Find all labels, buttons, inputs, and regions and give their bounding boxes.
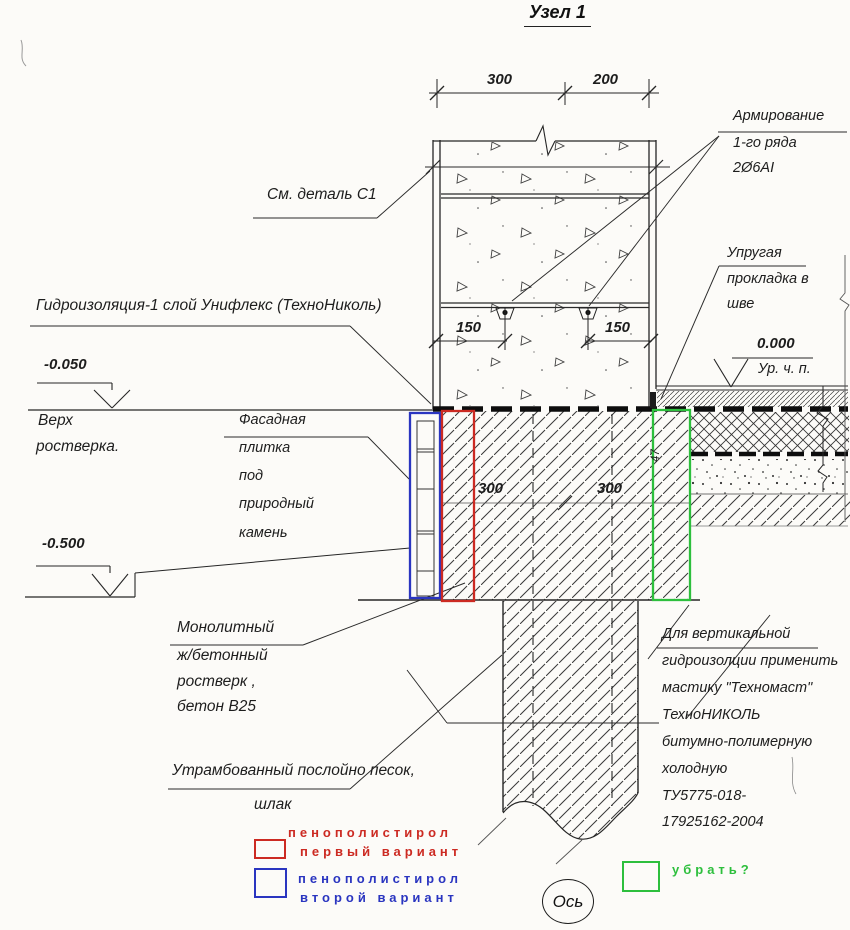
legend-red-line1: пенополистирол (288, 825, 452, 840)
note-gasket-line2: прокладка в (727, 271, 809, 287)
legend-swatch-red (254, 839, 286, 859)
dim-top-300: 300 (487, 71, 513, 88)
soil-hatch (691, 495, 850, 526)
legend-blue-line2: второй вариант (300, 890, 458, 905)
joint-gasket-fill (650, 392, 656, 408)
note-mastic-line7: ТУ5775-018- (662, 788, 747, 804)
note-mastic-line3: мастику "Техномаст" (662, 680, 813, 696)
note-grillage-line3: ростверк , (177, 673, 256, 690)
note-reinforcement-line3: 2Ø6AI (733, 160, 775, 176)
note-gasket-line3: шве (727, 296, 755, 312)
elev-zero-label: Ур. ч. п. (758, 361, 811, 377)
note-grillage-line1: Монолитный (177, 619, 275, 636)
legend-red-line2: первый вариант (300, 844, 463, 859)
top-dimension (429, 79, 659, 108)
note-backfill-line2: шлак (254, 796, 292, 813)
elev-m050-value: -0.050 (44, 356, 87, 373)
axis-bubble (542, 879, 594, 924)
dim-47-gap: 47 (650, 449, 662, 462)
elev-m050-label2: ростверка. (36, 438, 120, 455)
note-facade-line3: под (239, 468, 264, 484)
note-reinforcement-line2: 1-го ряда (733, 135, 797, 151)
elev-zero-value: 0.000 (757, 335, 795, 352)
dim-150-left: 150 (456, 319, 482, 336)
elev-m500-value: -0.500 (42, 535, 85, 552)
floor-screed-hatch (657, 391, 848, 407)
note-mastic-line4: ТехноНИКОЛЬ (662, 707, 761, 723)
note-backfill-line1: Утрамбованный послойно песок, (172, 762, 415, 779)
floor-slab-stipple (691, 459, 849, 494)
note-mastic-line1: Для вертикальной (662, 626, 791, 642)
dim-150-right: 150 (605, 319, 631, 336)
axis-label: Ось (552, 891, 584, 911)
note-mastic-line5: битумно-полимерную (662, 734, 813, 750)
note-waterproofing: Гидроизоляция-1 слой Унифлекс (ТехноНиколь) (36, 297, 382, 314)
note-facade-line1: Фасадная (239, 412, 306, 428)
note-facade-line2: плитка (239, 440, 291, 456)
note-mastic-line8: 17925162-2004 (662, 814, 764, 830)
markup-box-blue (410, 413, 440, 598)
note-grillage-line2: ж/бетонный (177, 647, 268, 664)
note-mastic-line2: гидроизолции применить (662, 653, 839, 669)
pile-hatch (503, 601, 638, 839)
note-mastic-line6: холодную (662, 761, 728, 777)
dim-300-grillage-left: 300 (478, 480, 504, 497)
legend-blue-line1: пенополистирол (298, 871, 462, 886)
wall-concrete-fill (441, 142, 648, 406)
legend-swatch-green (622, 861, 660, 892)
note-grillage-line4: бетон В25 (177, 698, 256, 715)
note-facade-line4: природный (239, 496, 314, 512)
note-facade-line5: камень (239, 525, 288, 541)
note-gasket-line1: Упругая (727, 245, 782, 261)
facade-tile-strip (417, 421, 434, 596)
legend-green-line1: убрать? (672, 862, 753, 877)
dim-300-grillage-right: 300 (597, 480, 623, 497)
note-reinforcement-line1: Армирование (733, 108, 825, 124)
legend-swatch-blue (254, 868, 287, 898)
note-see-detail: См. деталь С1 (267, 186, 377, 203)
dim-top-200: 200 (593, 71, 619, 88)
drawing-title: Узел 1 (524, 2, 591, 27)
elev-m050-label1: Верх (38, 412, 73, 429)
